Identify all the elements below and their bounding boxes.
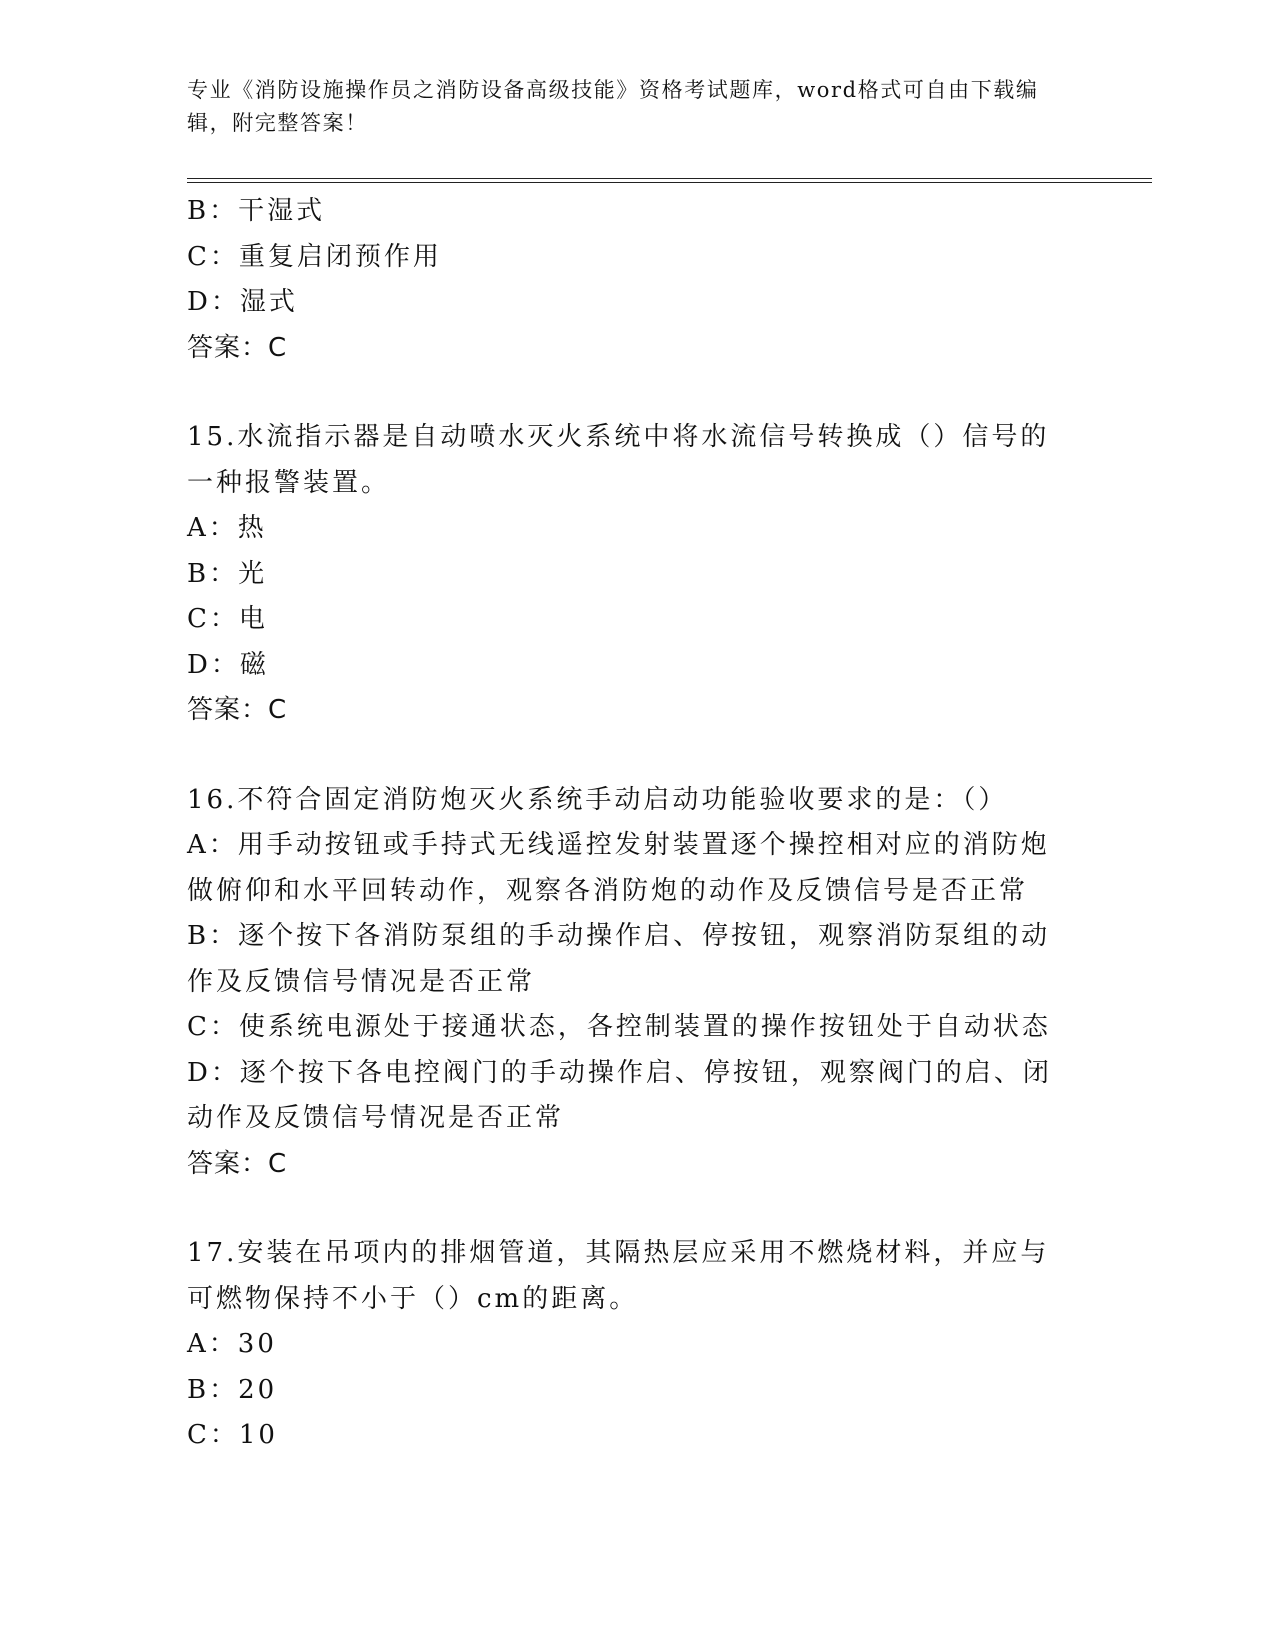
option-line: C：重复启闭预作用 [187,241,442,272]
option-line: B：逐个按下各消防泵组的手动操作启、停按钮，观察消防泵组的动作及反馈信号情况是否正常 [187,921,1051,997]
option-line: D：湿式 [187,287,298,317]
question-15 [187,415,1067,734]
option-line: A：30 [187,1329,277,1359]
option-line: A：热 [187,513,267,543]
question-17 [187,1231,1067,1459]
option-line: B：20 [187,1374,278,1405]
header-divider-bottom [187,182,1152,183]
option-line: D：逐个按下各电控阀门的手动操作启、停按钮，观察阀门的启、闭动作及反馈信号情况是否正常 [187,1057,1052,1133]
question-stem: 17.安装在吊项内的排烟管道，其隔热层应采用不燃烧材料，并应与可燃物保持不小于（）cm的距离。 [187,1238,1050,1314]
answer-line: 答案：C [187,695,288,725]
question-stem: 15.水流指示器是自动喷水灭火系统中将水流信号转换成（）信号的一种报警装置。 [187,422,1050,498]
header-divider-top [187,178,1152,179]
option-line: C：使系统电源处于接通状态，各控制装置的操作按钮处于自动状态 [187,1012,1051,1042]
answer-line: 答案：C [187,332,288,363]
document-intro: 专业《消防设施操作员之消防设备高级技能》资格考试题库，word格式可自由下载编辑，附完整答案！ [187,78,1039,135]
option-line: B：干湿式 [187,196,326,226]
question-16 [187,778,1067,1188]
option-line: A：用手动按钮或手持式无线遥控发射装置逐个操控相对应的消防炮做俯仰和水平回转动作，观察各消防炮的动作及反馈信号是否正常 [187,830,1050,906]
answer-line: 答案：C [187,1148,288,1179]
question-stem: 16.不符合固定消防炮灭火系统手动启动功能验收要求的是：（） [187,784,1008,815]
option-line: C：10 [187,1420,278,1450]
option-line: C：电 [187,604,268,634]
option-line: B：光 [187,558,268,589]
question-14-continued [187,189,1067,371]
option-line: D：磁 [187,649,269,680]
question-list [187,189,1067,1459]
